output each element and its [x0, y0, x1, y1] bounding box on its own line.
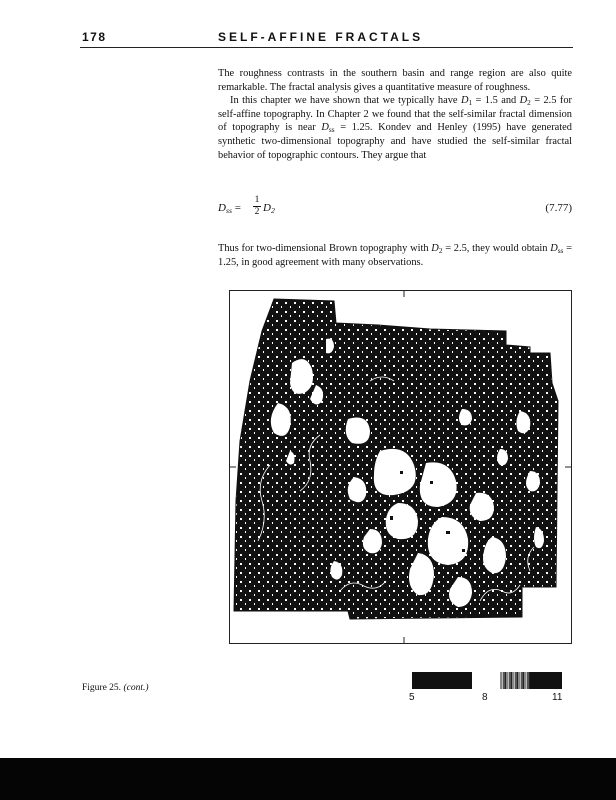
equation-rhs: $D_2$	[263, 202, 275, 215]
equation-number: (7.77)	[545, 202, 572, 214]
scale-label-8: 8	[482, 692, 488, 703]
body-text	[218, 67, 572, 162]
paragraph-1: The roughness contrasts in the southern basin and range region are also quite remarkable. The fractal analysis gives a quantitative measure of roughness.	[218, 68, 572, 93]
running-title: SELF-AFFINE FRACTALS	[218, 30, 424, 44]
scale-bar-low	[412, 672, 472, 689]
paragraph-3: Thus for two-dimensional Brown topography with $D_2 = 2.5$, they would obtain $D_{ss} = 1.25$, in good agreement with many observations.	[218, 243, 572, 268]
paragraph-2: In this chapter we have shown that we typically have $D_1 = 1.5$ and $D_2 = 2.5$ for self-affine topography. In Chapter 2 we found that the self-similar fractal dimension of topography is near $D_{ss} = 1.25$. Kondev and Henley (1995) have generated synthetic two-dimensional topography and have studied the self-similar fractal behavior of topographic contours. They argue that	[218, 95, 573, 161]
figure-caption: Figure 25. (cont.)	[82, 683, 149, 693]
scale-bar-high-dark	[530, 672, 562, 689]
equation-7-77	[218, 195, 572, 223]
roughness-map-image	[230, 291, 571, 643]
equation-lhs: $D_{ss}$ =	[218, 202, 241, 215]
scale-label-11: 11	[552, 692, 563, 703]
roughness-map	[229, 290, 572, 644]
scan-bottom-band	[0, 758, 616, 800]
page-number: 178	[82, 30, 107, 44]
equation-fraction: 1 2	[254, 195, 260, 217]
header-rule	[80, 47, 573, 48]
scale-label-5: 5	[409, 692, 415, 703]
